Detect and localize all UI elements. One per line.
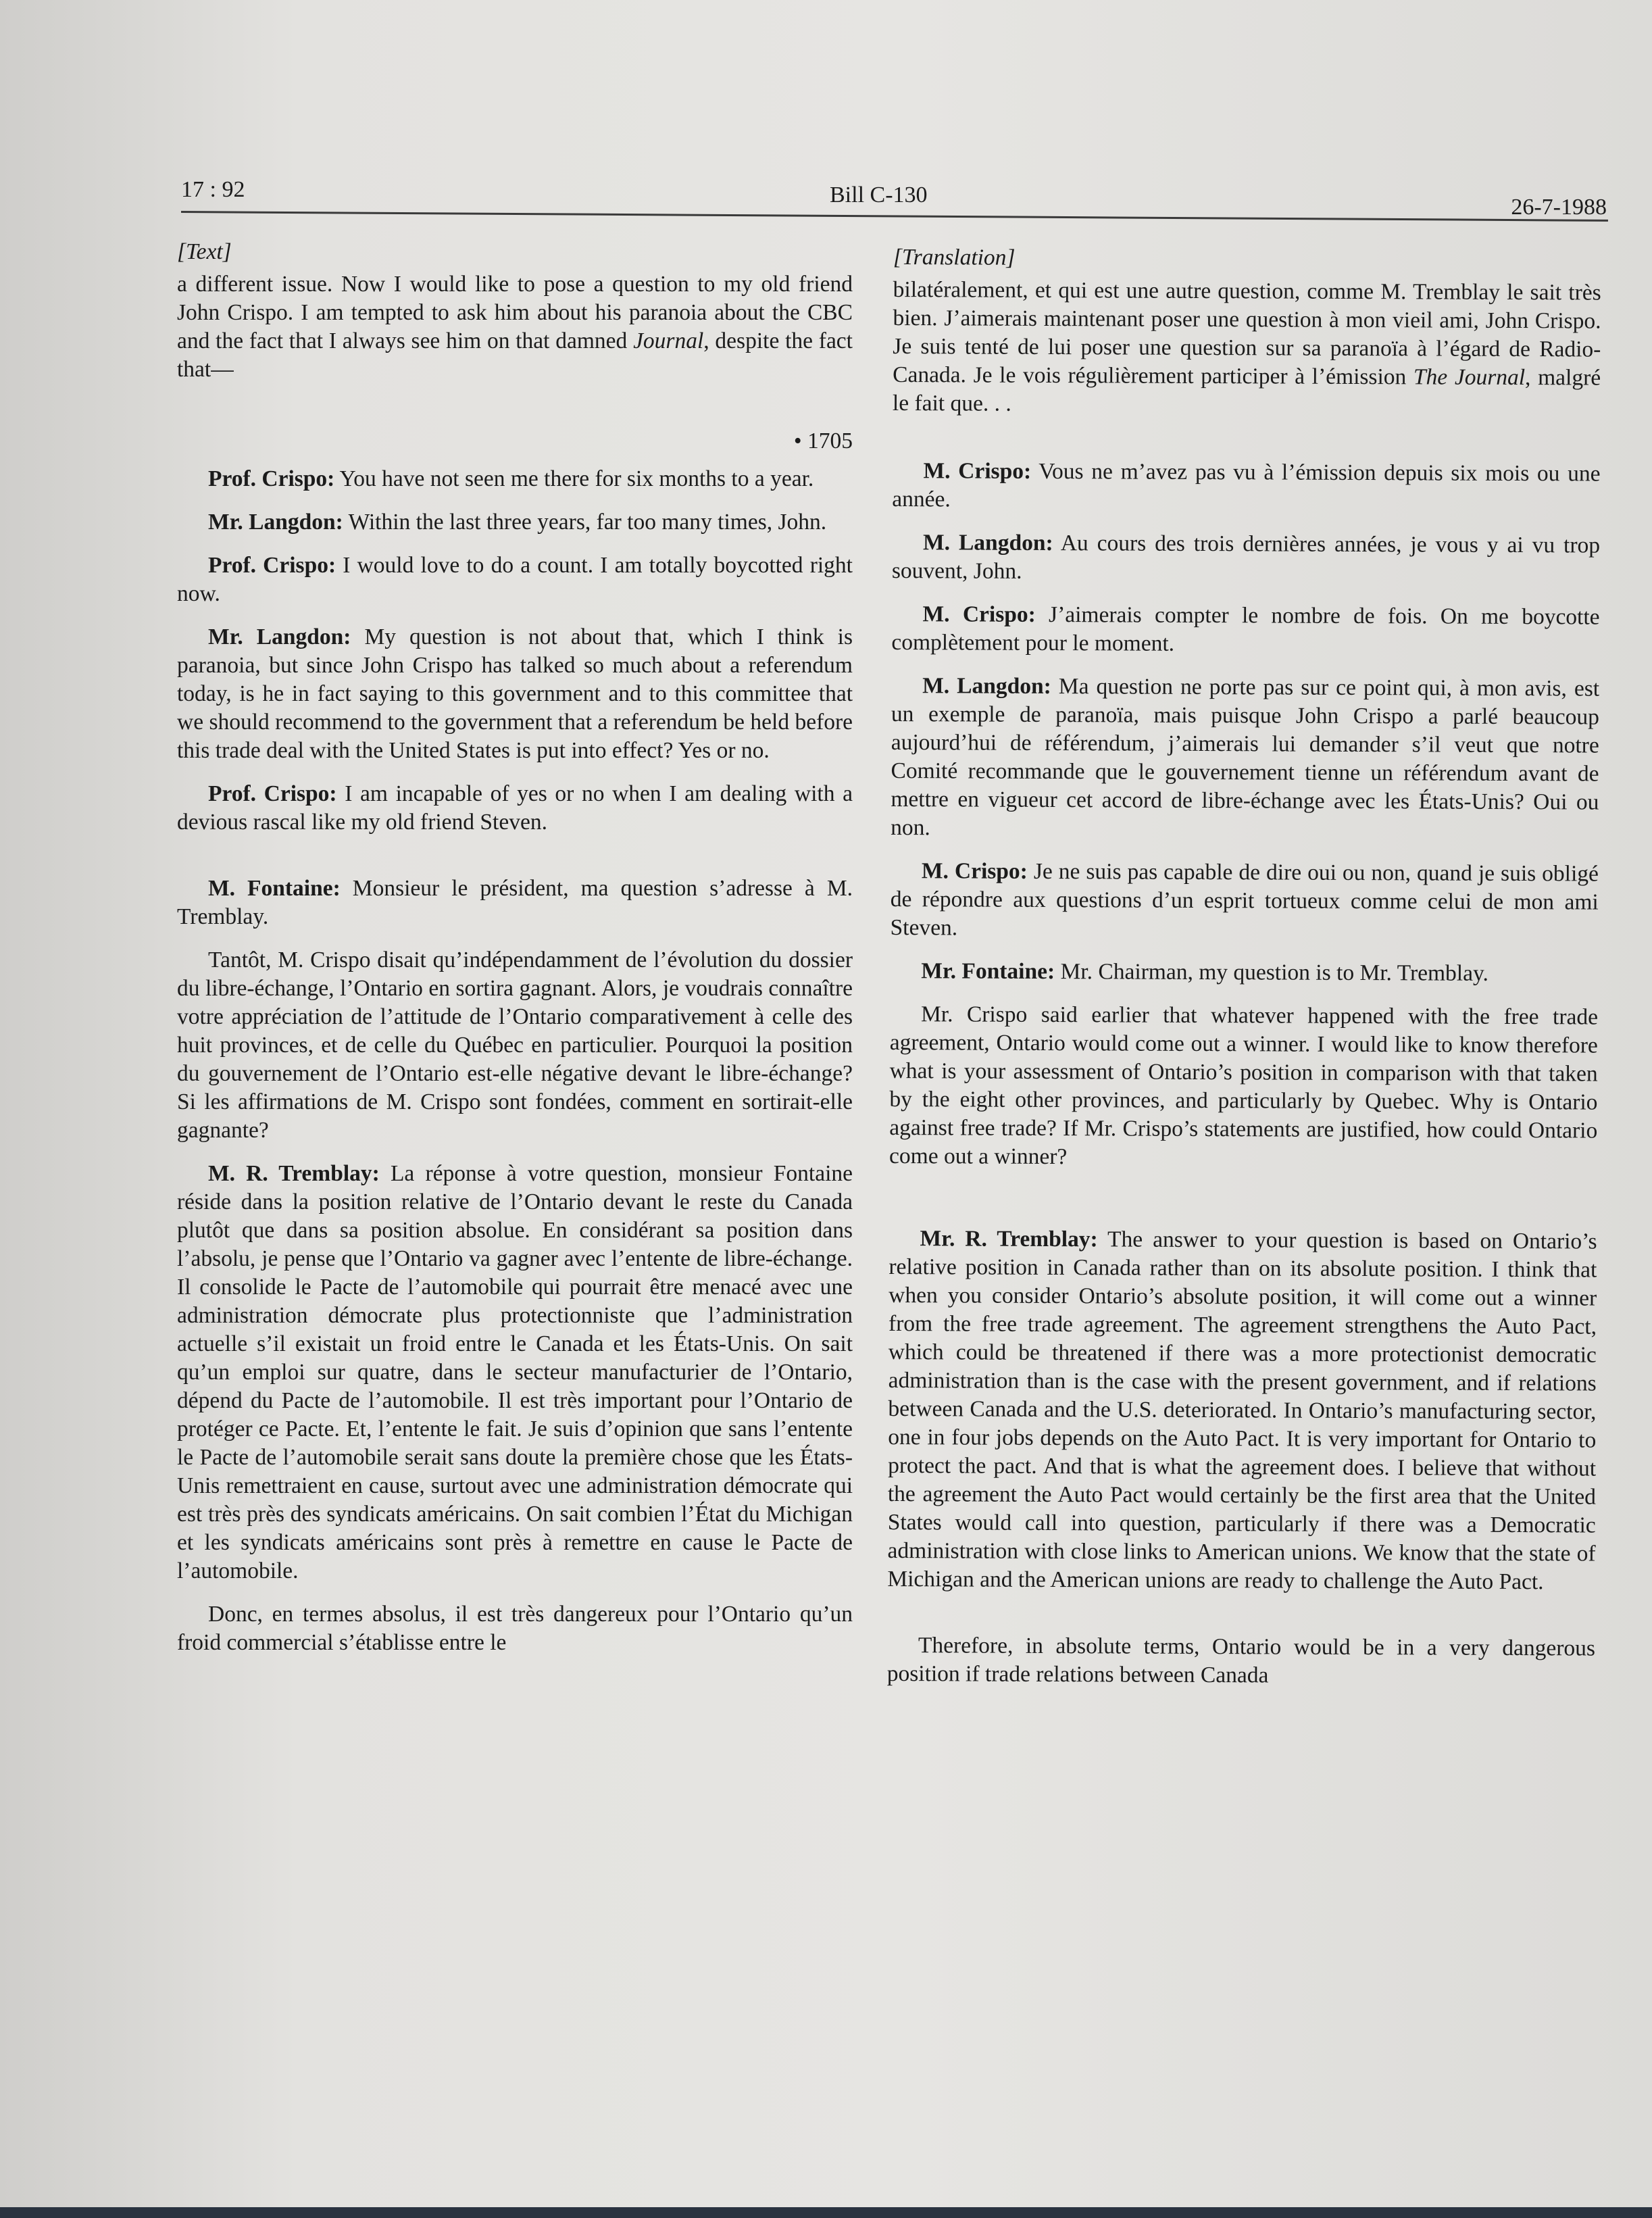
translation-label: [Translation] (893, 244, 1016, 270)
exchange-paragraph: Mr. Langdon: Within the last three years, far too many times, John. (208, 510, 827, 535)
exchange-paragraph: M. Langdon: Ma question ne porte pas sur ce point qui, à mon avis, est un exemple de paranoïa, mais puisque John Crispo a parlé beaucoup aujourd’hui de référendum, j’aimerais lui demander s’il veut que notre Comité recommande que le gouvernement tienne un référendum avant de mettre en vigueur cet accord de libre-échange avec les États-Unis? Oui ou non. (891, 673, 1600, 841)
speaker-name: Mr. R. Tremblay: (920, 1226, 1098, 1252)
fontaine-paragraph: M. Fontaine: Monsieur le président, ma question s’adresse à M. Tremblay. (177, 876, 853, 929)
speaker-name: M. Crispo: (922, 601, 1036, 627)
speaker-name: M. Fontaine: (208, 876, 341, 901)
page-header (181, 177, 1607, 220)
speaker-name: M. Langdon: (922, 673, 1051, 699)
fontaine-question: Tantôt, M. Crispo disait qu’indépendamment de l’évolution du dossier du libre-échange, l’Ontario en sortira gagnant. Alors, je voudrais connaître votre appréciation de l’attitude de l’Ontario comparativement à celle des huit provinces, et de celle du Québec en particulier. Pourquoi la position du gouvernement de l’Ontario est-elle négative devant le libre-échange? Si les affirmations de M. Crispo sont fondées, comment en sortirait-elle gagnante? (177, 947, 853, 1143)
scan-edge (0, 2207, 1652, 2218)
speaker-name: Prof. Crispo: (208, 781, 337, 806)
speaker-name: M. Crispo: (923, 458, 1032, 484)
exchange-paragraph: Mr. Langdon: My question is not about that, which I think is paranoia, but since John Crispo has talked so much about a referendum today, is he in fact saying to this government and to this committee that we should recommend to the government that a referendum be held before this trade deal with the United States is put into effect? Yes or no. (177, 624, 853, 763)
bill-title: Bill C-130 (830, 182, 928, 207)
fontaine-paragraph: Mr. Fontaine: Mr. Chairman, my question is to Mr. Tremblay. (921, 958, 1489, 986)
speaker-name: Mr. Langdon: (208, 624, 351, 649)
closing-paragraph: Therefore, in absolute terms, Ontario would be in a very dangerous position if trade relations between Canada (886, 1633, 1596, 1688)
speaker-name: M. Langdon: (922, 530, 1053, 556)
right-column (887, 243, 1601, 1706)
page-reference: 17 : 92 (181, 177, 245, 202)
speaker-name: Mr. Fontaine: (921, 958, 1055, 985)
page-date: 26-7-1988 (1511, 195, 1607, 220)
speaker-name: M. R. Tremblay: (208, 1161, 380, 1186)
left-column (177, 238, 853, 1672)
tremblay-paragraph: Mr. R. Tremblay: The answer to your question is based on Ontario’s relative position in Canada rather than on its absolute position. I think that when you consider Ontario’s absolute position, it will come out a winner from the free trade agreement. The agreement strengthens the Auto Pact, which could be threatened if there was a more protectionist democratic administration than is the case with the present government, and if relations between Canada and the U.S. deteriorated. In Ontario’s manufacturing sector, one in four jobs depends on the Auto Pact. It is very important for Ontario to protect the pact. And that is what the agreement does. I believe that without the agreement the Auto Pact would certainly be the first area that the United States would call into question, particularly if there was a Democratic administration with close links to American unions. We know that the state of Michigan and the American unions are ready to challenge the Auto Pact. (887, 1226, 1597, 1595)
exchange-paragraph: Prof. Crispo: I would love to do a count. I am totally boycotted right now. (177, 553, 853, 606)
intro-paragraph: a different issue. Now I would like to pose a question to my old friend John Crispo. I am tempted to ask him about his paranoia about the CBC and the fact that I always see him on that damned Journal, despite the fact that— (177, 272, 853, 382)
exchange-paragraph: M. Crispo: Vous ne m’avez pas vu à l’émission depuis six mois ou une année. (892, 458, 1601, 512)
speaker-name: Mr. Langdon: (208, 510, 343, 535)
closing-paragraph: Donc, en termes absolus, il est très dangereux pour l’Ontario qu’un froid commercial s’établisse entre le (177, 1602, 853, 1655)
exchange-paragraph: Prof. Crispo: You have not seen me there for six months to a year. (208, 466, 814, 491)
fontaine-question: Mr. Crispo said earlier that whatever happened with the free trade agreement, Ontario would come out a winner. I would like to know therefore what is your assessment of Ontario’s position in comparison with that taken by the eight other provinces, and particularly by Quebec. Why is Ontario against free trade? If Mr. Crispo’s statements are justified, how could Ontario come out a winner? (889, 1002, 1599, 1170)
text-label: [Text] (177, 239, 232, 264)
exchange-paragraph: M. Crispo: Je ne suis pas capable de dire oui ou non, quand je suis obligé de répondre aux questions d’un esprit tortueux comme celui de mon ami Steven. (890, 858, 1599, 941)
speaker-name: Prof. Crispo: (208, 553, 336, 578)
speaker-name: M. Crispo: (921, 858, 1028, 884)
timecode: • 1705 (793, 428, 853, 453)
speaker-name: Prof. Crispo: (208, 466, 335, 491)
tremblay-paragraph: M. R. Tremblay: La réponse à votre question, monsieur Fontaine réside dans la position relative de l’Ontario devant le reste du Canada plutôt que dans sa position absolue. En considérant sa position dans l’absolu, je pense que l’Ontario va gagner avec l’entente de libre-échange. Il consolide le Pacte de l’automobile qui pourrait être menacé avec une administration démocrate plus protectionniste que l’administration actuelle s’il existait un froid entre le Canada et les États-Unis. On sait qu’un emploi sur quatre, dans le secteur manufacturier de l’Ontario, dépend du Pacte de l’automobile. Il est très important pour l’Ontario de protéger ce Pacte. Et, l’entente le fait. Je suis d’opinion que sans l’entente le Pacte de l’automobile serait sans doute la première chose que les États-Unis remettraient en cause, surtout avec une administration démocrate qui est très près des syndicats américains. On sait combien l’État du Michigan et les syndicats américains sont près à remettre en cause le Pacte de l’automobile. (177, 1161, 853, 1583)
exchange-paragraph: Prof. Crispo: I am incapable of yes or no when I am dealing with a devious rascal like my old friend Steven. (177, 781, 853, 835)
intro-paragraph: bilatéralement, et qui est une autre question, comme M. Tremblay le sait très bien. J’aimerais maintenant poser une question à mon vieil ami, John Crispo. Je suis tenté de lui poser une question sur sa paranoïa à l’égard de Radio-Canada. Je le vois régulièrement participer à l’émission The Journal, malgré le fait que. . . (892, 276, 1601, 416)
exchange-paragraph: M. Langdon: Au cours des trois dernières années, je vous y ai vu trop souvent, John. (891, 530, 1601, 584)
exchange-paragraph: M. Crispo: J’aimerais compter le nombre de fois. On me boycotte complètement pour le moment. (891, 601, 1600, 656)
